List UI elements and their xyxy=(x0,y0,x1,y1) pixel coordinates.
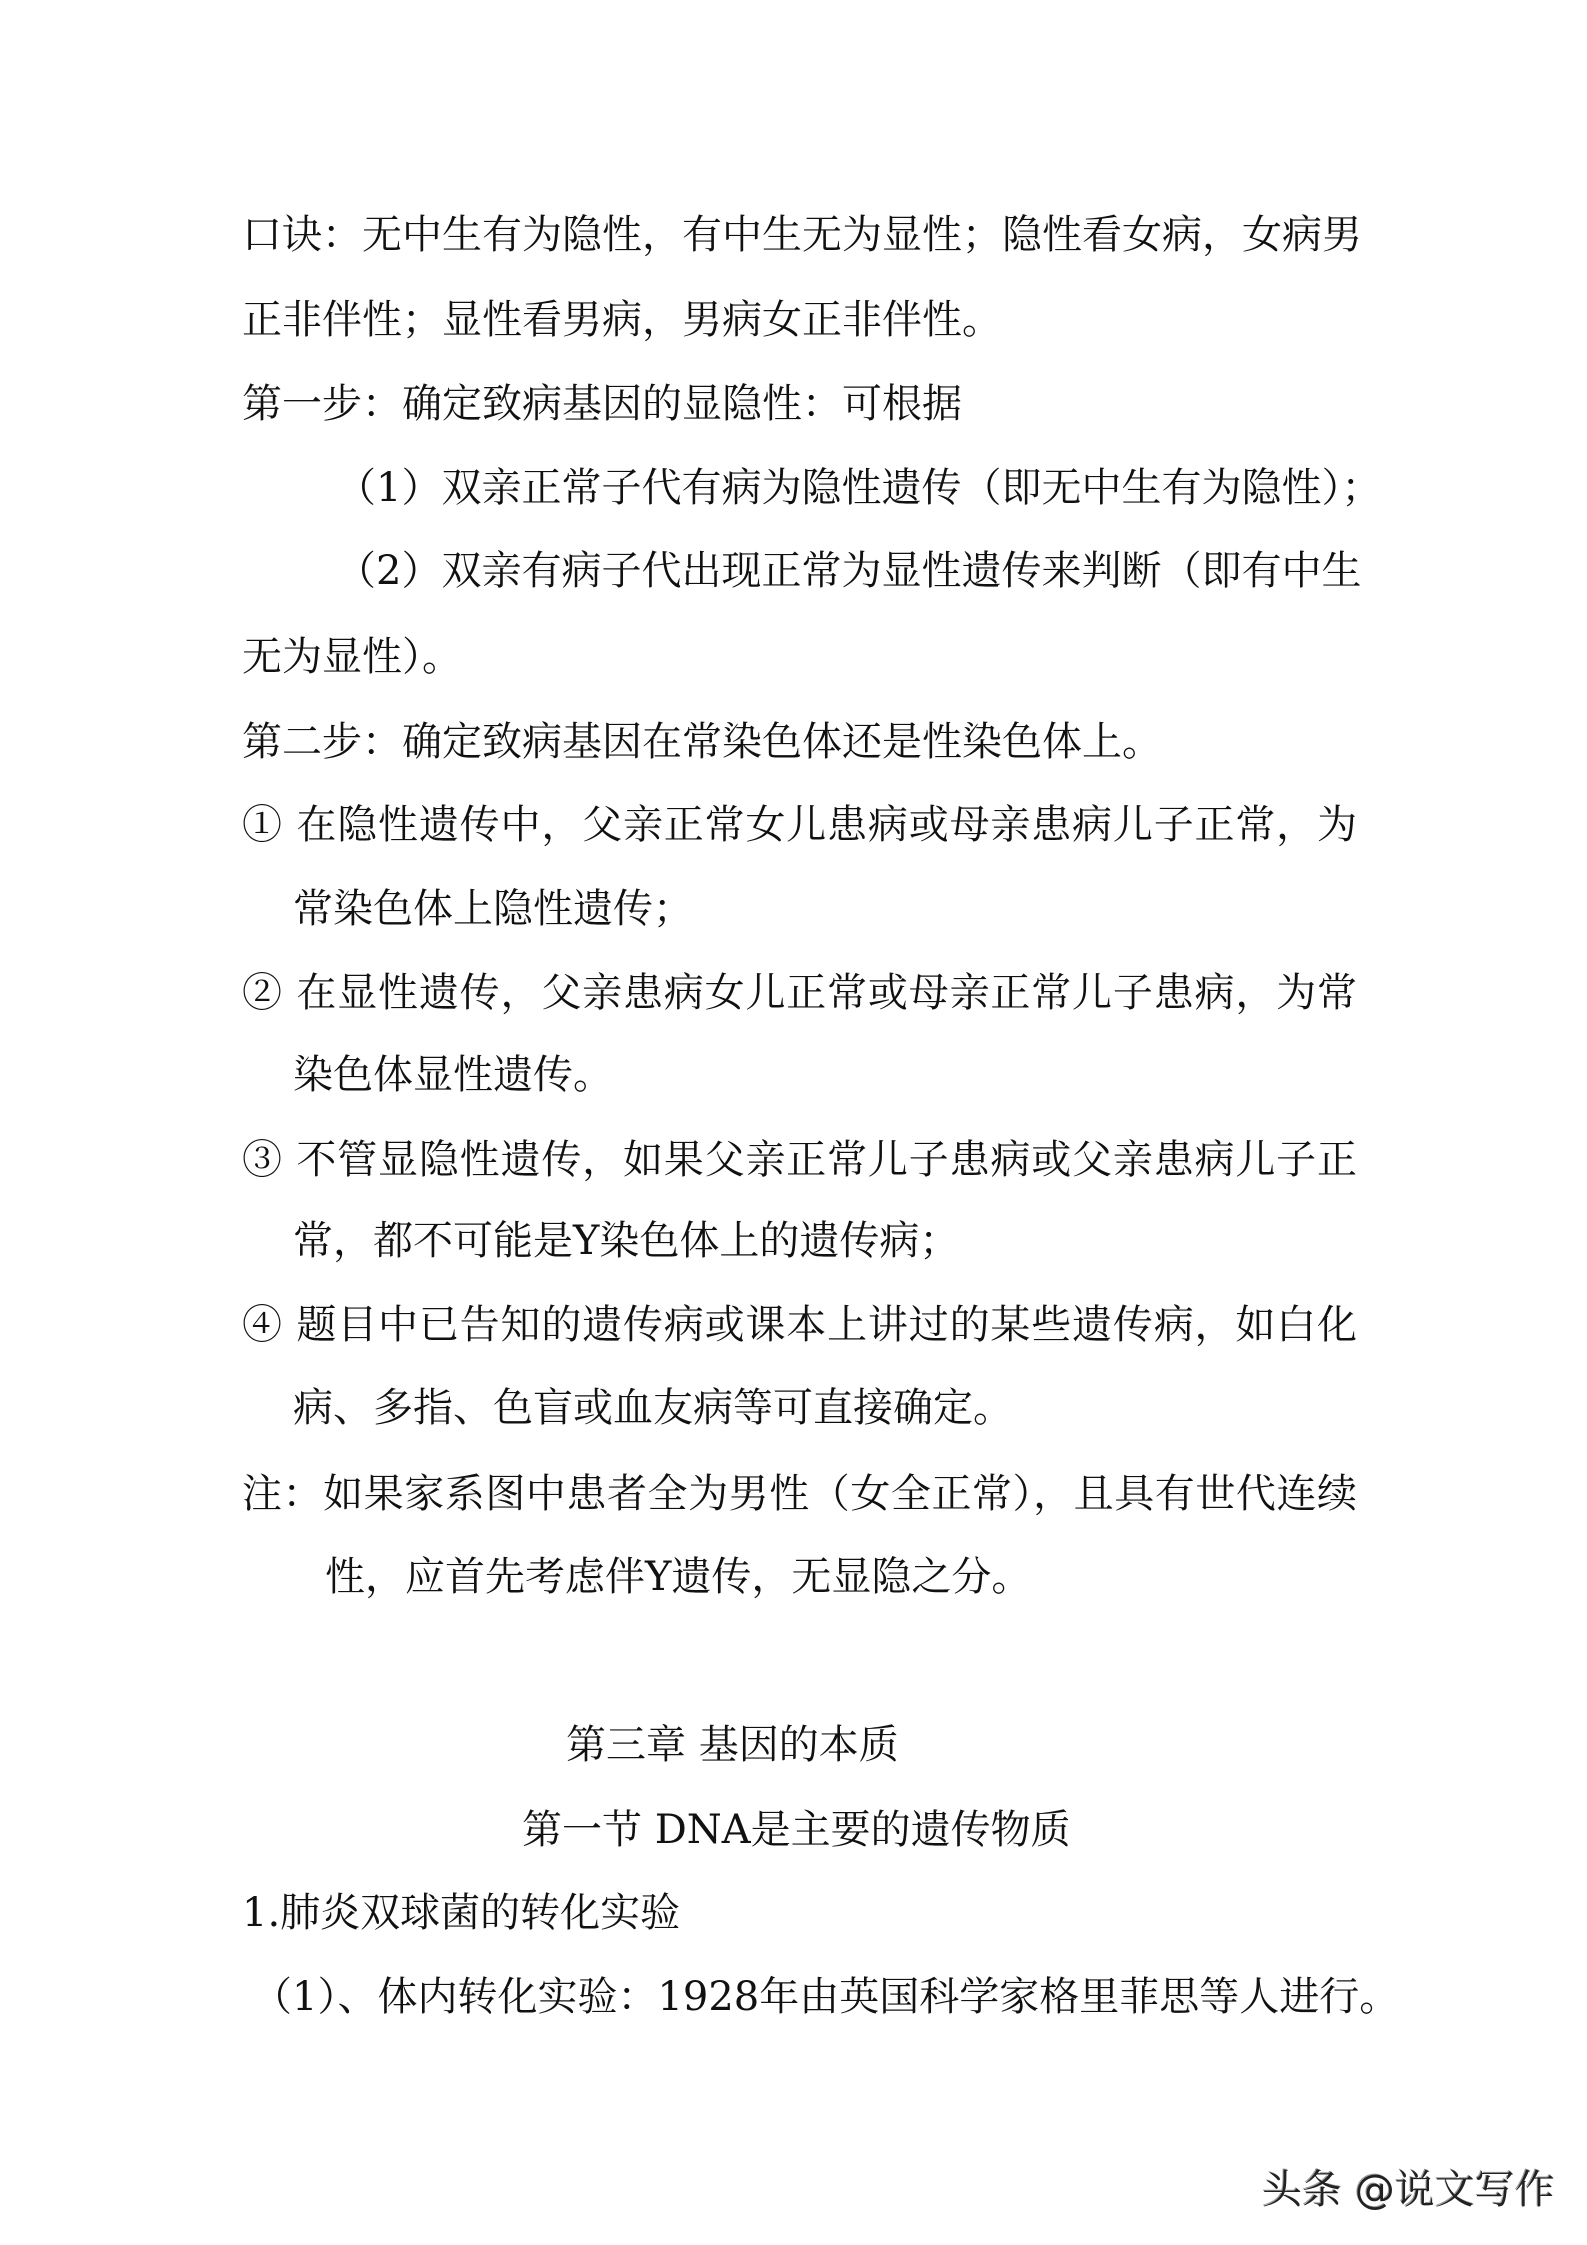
heading-transformation-experiment: 1.肺炎双球菌的转化实验 xyxy=(242,1890,681,1936)
step-one-heading: 第一步：确定致病基因的显隐性：可根据 xyxy=(242,381,962,427)
rule-4-cont: 病、多指、色盲或血友病等可直接确定。 xyxy=(293,1385,1013,1431)
rule-3-cont: 常，都不可能是Y染色体上的遗传病； xyxy=(293,1218,960,1264)
note-cont: 性，应首先考虑伴Y遗传，无显隐之分。 xyxy=(325,1554,1032,1600)
step-one-item-2-cont: 无为显性）。 xyxy=(242,634,462,680)
step-one-item-2: （2）双亲有病子代出现正常为显性遗传来判断（即有中生 xyxy=(336,548,1362,594)
section-title: 第一节 DNA是主要的遗传物质 xyxy=(522,1807,1071,1853)
rule-3: ③ 不管显隐性遗传，如果父亲正常儿子患病或父亲患病儿子正 xyxy=(242,1137,1357,1183)
mnemonic-line-1: 口诀：无中生有为隐性，有中生无为显性；隐性看女病，女病男 xyxy=(242,212,1362,258)
heading-in-vivo-experiment: （1）、体内转化实验：1928年由英国科学家格里菲思等人进行。 xyxy=(252,1974,1400,2020)
rule-2: ② 在显性遗传，父亲患病女儿正常或母亲正常儿子患病，为常 xyxy=(242,970,1357,1016)
step-one-item-1: （1）双亲正常子代有病为隐性遗传（即无中生有为隐性）； xyxy=(336,465,1382,511)
rule-1-cont: 常染色体上隐性遗传； xyxy=(293,886,693,932)
mnemonic-line-2: 正非伴性；显性看男病，男病女正非伴性。 xyxy=(242,297,1002,343)
step-two-heading: 第二步：确定致病基因在常染色体还是性染色体上。 xyxy=(242,719,1162,765)
rule-1: ① 在隐性遗传中，父亲正常女儿患病或母亲患病儿子正常，为 xyxy=(242,802,1357,848)
chapter-title: 第三章 基因的本质 xyxy=(566,1722,899,1768)
rule-2-cont: 染色体显性遗传。 xyxy=(293,1052,613,1098)
note: 注：如果家系图中患者全为男性（女全正常），且具有世代连续 xyxy=(242,1471,1357,1517)
rule-4: ④ 题目中已告知的遗传病或课本上讲过的某些遗传病，如白化 xyxy=(242,1302,1357,1348)
watermark: 头条 @说文写作 xyxy=(1262,2167,1555,2213)
